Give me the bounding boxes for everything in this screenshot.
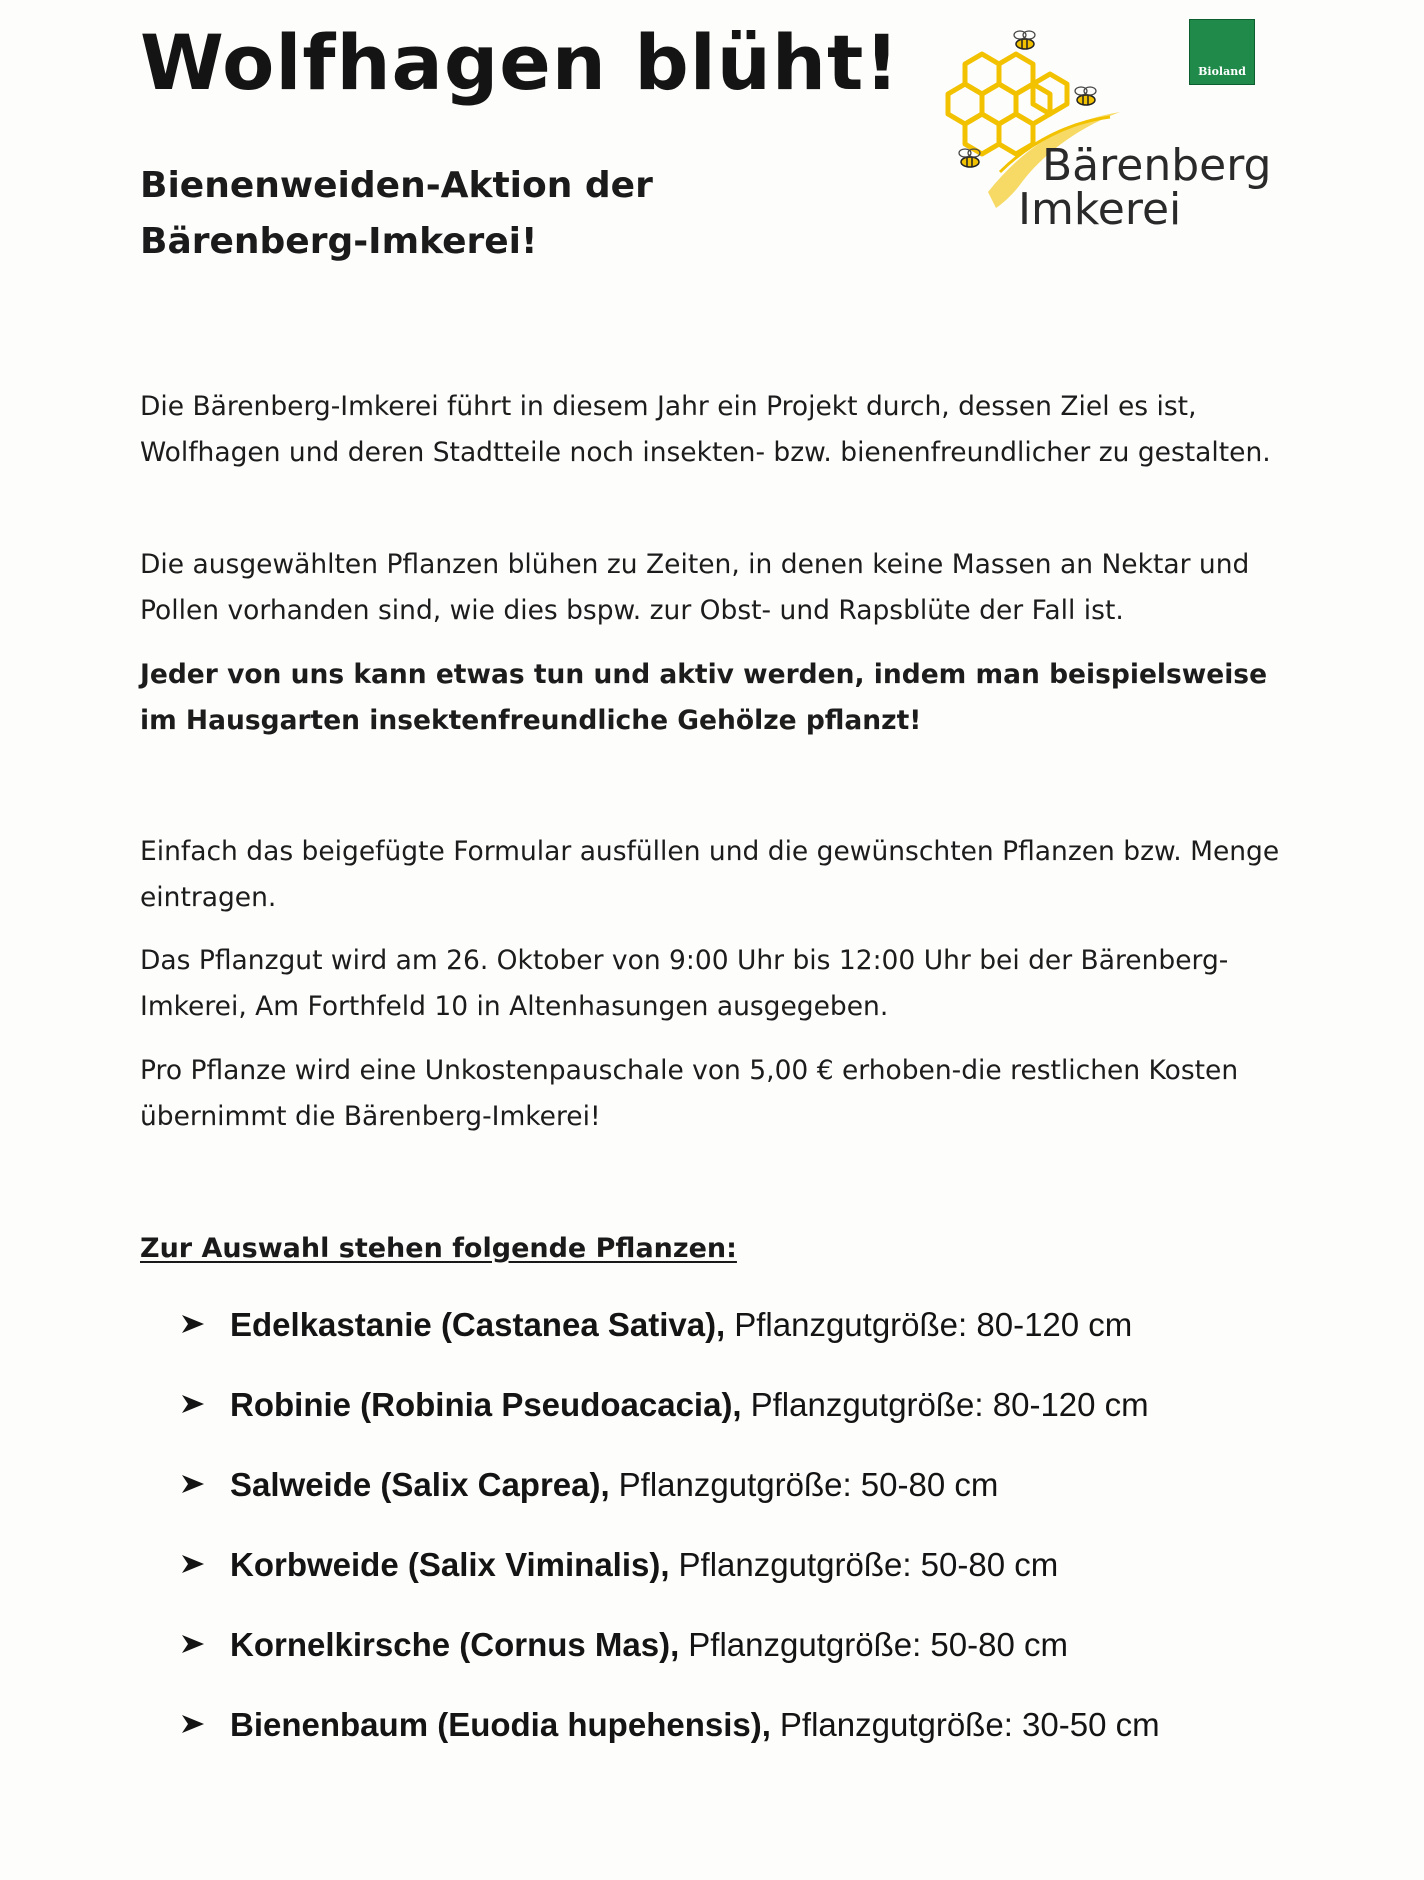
logo-text-imkerei: Imkerei — [1018, 184, 1182, 235]
paragraph-pickup-info: Das Pflanzgut wird am 26. Oktober von 9:00 Uhr bis 12:00 Uhr bei der Bärenberg-Imkerei, Am Forthfeld 10 in Altenhasungen ausgegeben. — [140, 945, 1229, 1022]
plant-list-item — [180, 1605, 1330, 1685]
arrow-bullet-icon — [180, 1466, 230, 1504]
arrow-bullet-icon — [180, 1386, 230, 1424]
plant-size: Pflanzgutgröße: 50-80 cm — [618, 1466, 999, 1503]
logo-text-baerenberg: Bärenberg — [1042, 140, 1272, 191]
paragraph-form-instructions: Einfach das beigefügte Formular ausfüllen und die gewünschten Pflanzen bzw. Menge eintragen. — [140, 836, 1280, 913]
plant-size: Pflanzgutgröße: 30-50 cm — [779, 1706, 1160, 1743]
subtitle-line-2: Bärenberg-Imkerei! — [140, 221, 538, 262]
plant-size: Pflanzgutgröße: 50-80 cm — [688, 1626, 1068, 1663]
plant-size: Pflanzgutgröße: 80-120 cm — [734, 1306, 1133, 1343]
plant-list-item — [180, 1285, 1330, 1365]
paragraph-cost-info: Pro Pflanze wird eine Unkostenpauschale von 5,00 € erhoben-die restlichen Kosten übernimmt die Bärenberg-Imkerei! — [140, 1055, 1239, 1132]
plant-size: Pflanzgutgröße: 80-120 cm — [750, 1386, 1149, 1423]
page-subtitle — [140, 158, 653, 270]
page-title: Wolfhagen blüht! — [140, 18, 901, 107]
plant-list-item — [180, 1365, 1330, 1445]
bioland-badge — [1190, 20, 1254, 84]
plant-name: Korbweide (Salix Viminalis), — [230, 1546, 670, 1583]
plant-name: Bienenbaum (Euodia hupehensis), — [230, 1706, 771, 1743]
paragraph-call-to-action: Jeder von uns kann etwas tun und aktiv werden, indem man beispielsweise im Hausgarten insektenfreundliche Gehölze pflanzt! — [140, 659, 1268, 736]
plant-list — [180, 1285, 1330, 1765]
plant-list-item — [180, 1445, 1330, 1525]
plant-name: Kornelkirsche (Cornus Mas), — [230, 1626, 680, 1663]
plant-name: Edelkastanie (Castanea Sativa), — [230, 1306, 726, 1343]
subtitle-line-1: Bienenweiden-Aktion der — [140, 165, 653, 206]
arrow-bullet-icon — [180, 1546, 230, 1584]
plant-name: Salweide (Salix Caprea), — [230, 1466, 610, 1503]
arrow-bullet-icon — [180, 1306, 230, 1344]
plant-size: Pflanzgutgröße: 50-80 cm — [678, 1546, 1059, 1583]
arrow-bullet-icon — [180, 1626, 230, 1664]
paragraph-flowering-times: Die ausgewählten Pflanzen blühen zu Zeiten, in denen keine Massen an Nektar und Pollen vorhanden sind, wie dies bspw. zur Obst- und Rapsblüte der Fall ist. — [140, 549, 1250, 626]
plant-list-item — [180, 1525, 1330, 1605]
paragraph-project-intro: Die Bärenberg-Imkerei führt in diesem Jahr ein Projekt durch, dessen Ziel es ist, Wolfhagen und deren Stadtteile noch insekten- bzw. bienenfreundlicher zu gestalten. — [140, 391, 1271, 468]
plant-name: Robinie (Robinia Pseudoacacia), — [230, 1386, 742, 1423]
bioland-label: Bioland — [1198, 65, 1246, 78]
plant-list-item — [180, 1685, 1330, 1765]
plant-list-heading: Zur Auswahl stehen folgende Pflanzen: — [140, 1233, 737, 1264]
arrow-bullet-icon — [180, 1706, 230, 1744]
